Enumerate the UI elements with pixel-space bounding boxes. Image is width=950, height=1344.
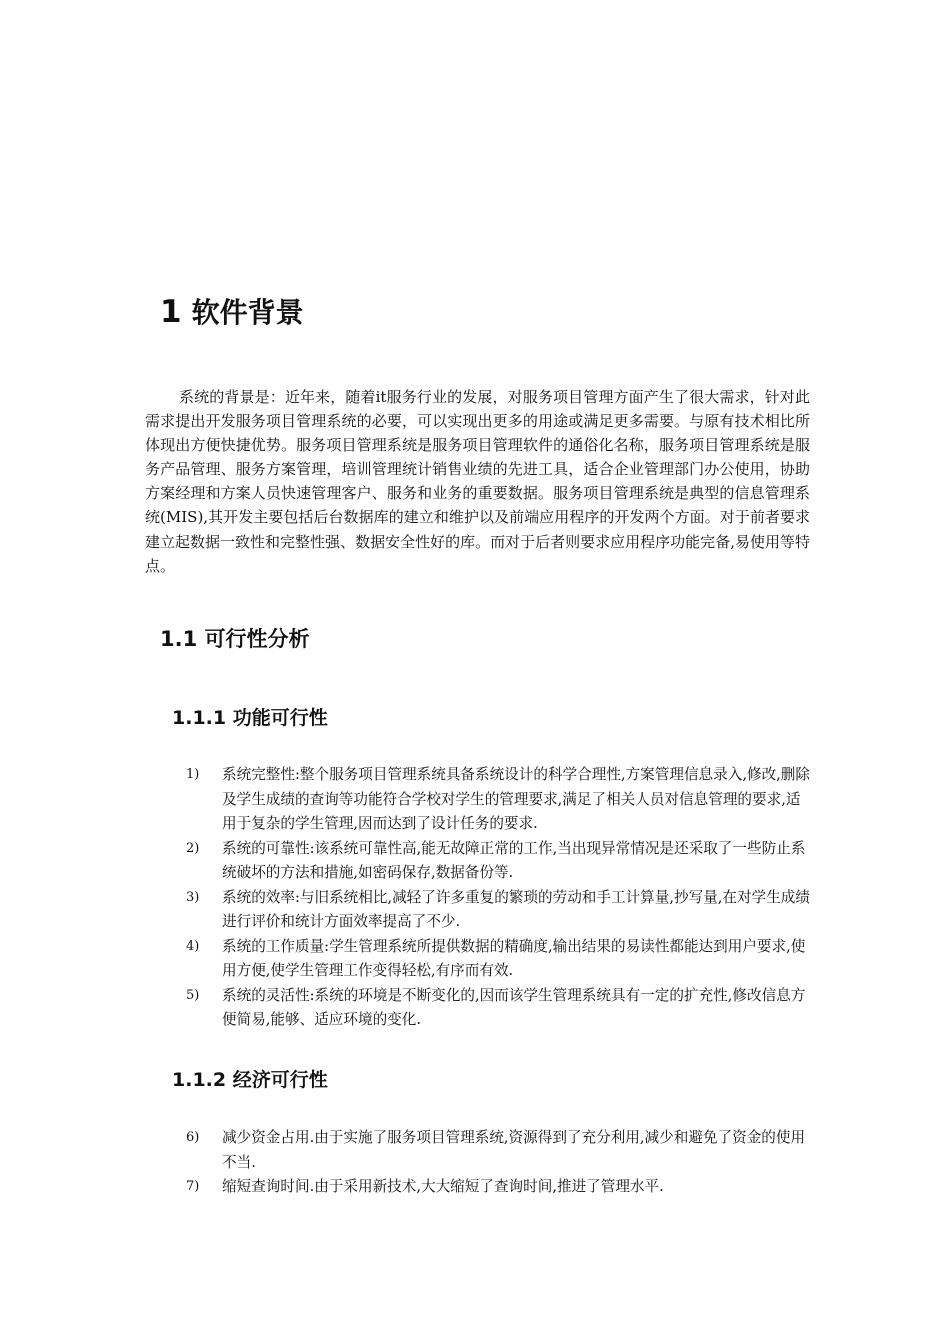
list-item-text: 系统的工作质量:学生管理系统所提供数据的精确度,输出结果的易读性都能达到用户要求,使用方便,使学生管理工作变得轻松,有序而有效. (222, 937, 806, 979)
chapter-number: 1 (160, 294, 182, 330)
list-item (186, 763, 811, 837)
subsection-heading-functional: 1.1.1 功能可行性 (172, 707, 328, 729)
chapter-title: 软件背景 (191, 296, 304, 329)
list-item-marker: 7) (186, 1179, 200, 1194)
list-item (186, 935, 811, 984)
intro-paragraph: 系统的背景是：近年来，随着it服务行业的发展，对服务项目管理方面产生了很大需求，针对此需求提出开发服务项目管理系统的必要，可以实现出更多的用途或满足更多需要。与原有技术相比所体现出方便快捷优势。服务项目管理系统是服务项目管理软件的通俗化名称，服务项目管理系统是服务产品管理、服务方案管理，培训管理统计销售业绩的先进工具，适合企业管理部门办公使用，协助方案经理和方案人员快速管理客户、服务和业务的重要数据。服务项目管理系统是典型的信息管理系统(MIS),其开发主要包括后台数据库的建立和维护以及前端应用程序的开发两个方面。对于前者要求建立起数据一致性和完整性强、数据安全性好的库。而对于后者则要求应用程序功能完备,易使用等特点。 (145, 388, 810, 575)
list-item-text: 缩短查询时间.由于采用新技术,大大缩短了查询时间,推进了管理水平. (222, 1178, 664, 1195)
list-item-text: 减少资金占用.由于实施了服务项目管理系统,资源得到了充分利用,减少和避免了资金的使用不当. (222, 1129, 806, 1171)
list-item-marker: 5) (186, 987, 200, 1003)
list-item-marker: 2) (186, 840, 200, 856)
list-item (186, 984, 811, 1033)
list-item-text: 系统的效率:与旧系统相比,减轻了许多重复的繁琐的劳动和手工计算量,抄写量,在对学生成绩进行评价和统计方面效率提高了不少. (222, 888, 810, 930)
list-item-text: 系统的灵活性:系统的环境是不断变化的,因而该学生管理系统具有一定的扩充性,修改信息方便简易,能够、适应环境的变化. (222, 986, 806, 1028)
list-item-marker: 3) (186, 889, 200, 905)
list-item (186, 1175, 811, 1200)
section-heading-feasibility: 1.1 可行性分析 (160, 627, 310, 651)
chapter-heading (160, 292, 304, 333)
list-item (186, 1126, 811, 1175)
list-item-marker: 6) (186, 1130, 200, 1145)
list-item-marker: 4) (186, 938, 200, 954)
economic-feasibility-list (186, 1126, 811, 1200)
list-item-text: 系统的可靠性:该系统可靠性高,能无故障正常的工作,当出现异常情况是还采取了一些防止系统破坏的方法和措施,如密码保存,数据备份等. (222, 839, 806, 881)
subsection-heading-economic: 1.1.2 经济可行性 (172, 1069, 328, 1091)
list-item-text: 系统完整性:整个服务项目管理系统具备系统设计的科学合理性,方案管理信息录入,修改,删除及学生成绩的查询等功能符合学校对学生的管理要求,满足了相关人员对信息管理的要求,适用于复杂的学生管理,因而达到了设计任务的要求. (222, 766, 810, 832)
functional-feasibility-list (186, 763, 811, 1033)
list-item (186, 837, 811, 886)
list-item-marker: 1) (186, 767, 200, 782)
list-item (186, 886, 811, 935)
